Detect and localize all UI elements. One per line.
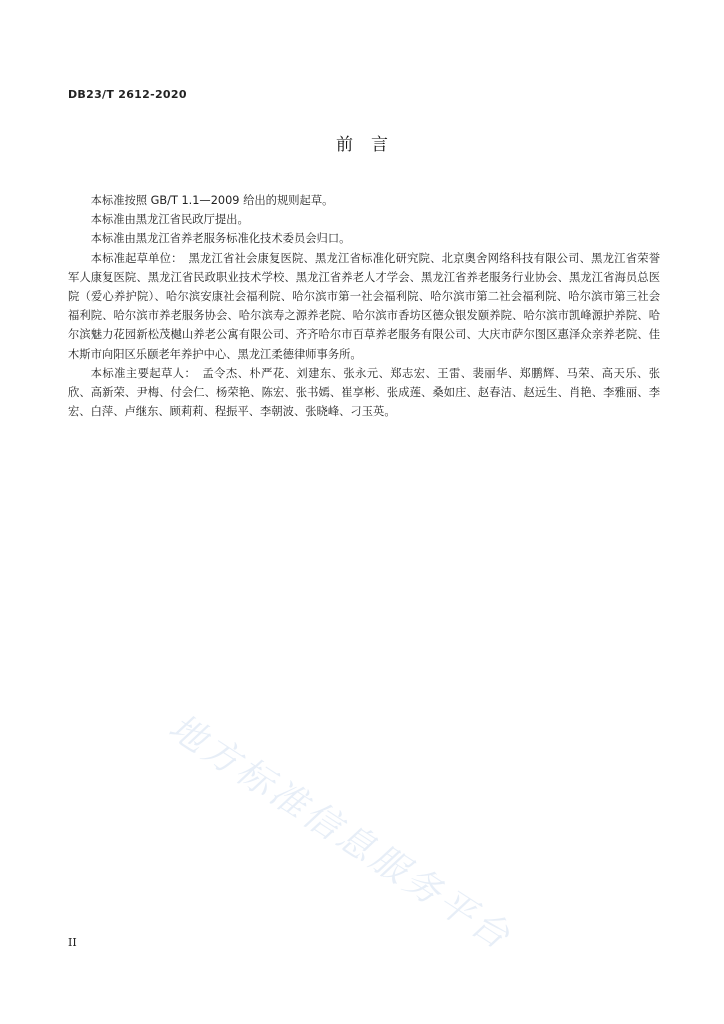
page-title: 前言 <box>336 135 406 155</box>
document-code: DB23/T 2612-2020 <box>68 88 187 101</box>
foreword-body <box>68 191 660 421</box>
watermark: 地方标准信息服务平台 <box>161 706 520 959</box>
page-number: II <box>68 936 77 949</box>
paragraph-proposed-by: 本标准由黑龙江省民政厅提出。 <box>90 213 249 227</box>
paragraph-main-drafters: 本标准主要起草人： 孟令杰、朴严花、刘建东、张永元、郑志宏、王雷、裴丽华、郑鹏辉、马荣、高天乐、张欣、高新荣、尹梅、付会仁、杨荣艳、陈宏、张书嫣、崔享彬、张成莲、桑如庄、赵春洁、赵远生、肖艳、李雅丽、李宏、白萍、卢继东、顾莉莉、程振平、李朝波、张晓峰、刁玉英。 <box>68 366 660 419</box>
paragraph-drafting-rules: 本标准按照 GB/T 1.1—2009 给出的规则起草。 <box>90 194 334 207</box>
paragraph-drafting-units: 本标准起草单位： 黑龙江省社会康复医院、黑龙江省标准化研究院、北京奥舍网络科技有限公司、黑龙江省荣誉军人康复医院、黑龙江省民政职业技术学校、黑龙江省养老人才学会、黑龙江省养老服务行业协会、黑龙江省海员总医院（爱心养护院）、哈尔滨安康社会福利院、哈尔滨市第一社会福利院、哈尔滨市第二社会福利院、哈尔滨市第三社会福利院、哈尔滨市养老服务协会、哈尔滨寿之源养老院、哈尔滨市香坊区德众银发颐养院、哈尔滨市凯峰源护养院、哈尔滨魅力花园新松茂樾山养老公寓有限公司、齐齐哈尔市百草养老服务有限公司、大庆市萨尔图区惠泽众亲养老院、佳木斯市向阳区乐颐老年养护中心、黑龙江柔德律师事务所。 <box>68 251 660 361</box>
paragraph-administered-by: 本标准由黑龙江省养老服务标准化技术委员会归口。 <box>90 232 351 246</box>
